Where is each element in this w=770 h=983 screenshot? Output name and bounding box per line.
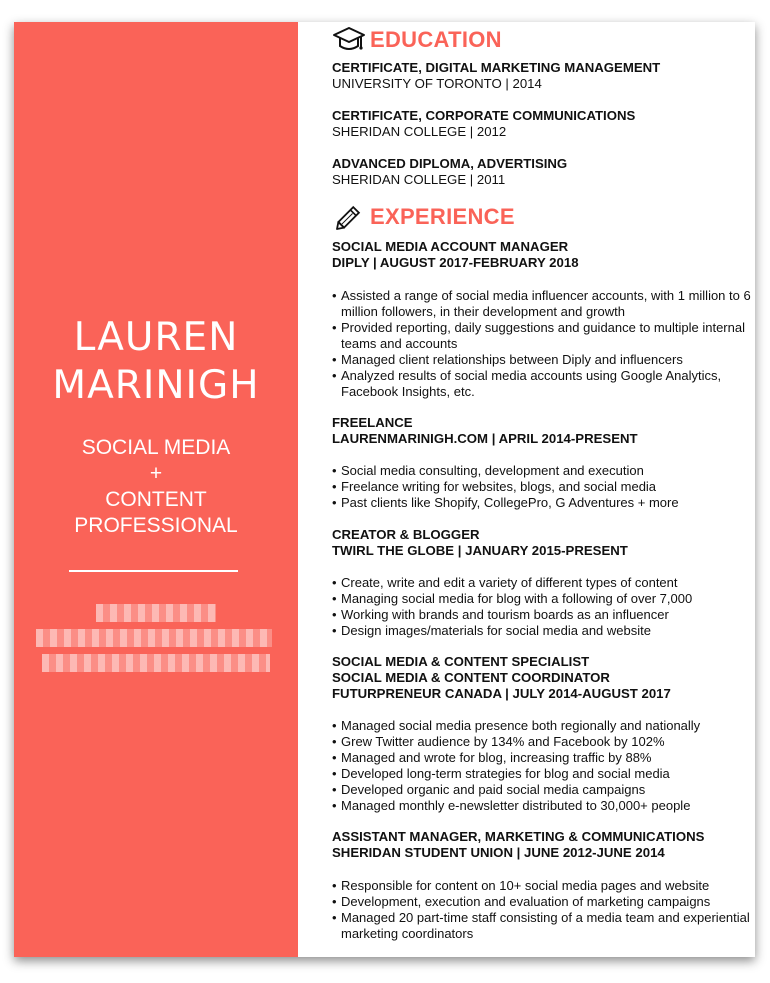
job-employer: TWIRL THE GLOBE | JANUARY 2015-PRESENT <box>332 543 628 558</box>
job-bullet: • Managing social media for blog with a following of over 7,000 <box>332 591 752 607</box>
job-bullet: • Managed monthly e-newsletter distributed to 30,000+ people <box>332 798 752 814</box>
tagline-line-2: + <box>149 462 163 485</box>
job-title-secondary: SOCIAL MEDIA & CONTENT COORDINATOR <box>332 670 610 685</box>
tagline <box>14 435 298 539</box>
education-school: SHERIDAN COLLEGE | 2012 <box>332 124 507 139</box>
tagline-line-1: SOCIAL MEDIA <box>81 436 231 459</box>
job-title: FREELANCE <box>332 415 413 430</box>
job-title: SOCIAL MEDIA ACCOUNT MANAGER <box>332 239 569 254</box>
job-title: SOCIAL MEDIA & CONTENT SPECIALIST <box>332 654 590 669</box>
education-header <box>332 25 502 55</box>
name-line-2: MARINIGH <box>52 363 260 408</box>
job-bullet: • Grew Twitter audience by 134% and Facebook by 102% <box>332 734 752 750</box>
job-bullet: • Developed organic and paid social media campaigns <box>332 782 752 798</box>
job-bullet: • Developed long-term strategies for blog and social media <box>332 766 752 782</box>
job-bullet: • Development, execution and evaluation of marketing campaigns <box>332 894 752 910</box>
job-bullets <box>332 575 752 639</box>
education-entry <box>332 156 752 188</box>
job-entry <box>332 527 752 559</box>
job-employer: FUTURPRENEUR CANADA | JULY 2014-AUGUST 2017 <box>332 686 671 701</box>
job-bullets <box>332 288 752 400</box>
job-bullets <box>332 718 752 814</box>
job-bullet: • Managed and wrote for blog, increasing traffic by 88% <box>332 750 752 766</box>
education-degree: CERTIFICATE, CORPORATE COMMUNICATIONS <box>332 108 636 123</box>
education-title: EDUCATION <box>370 27 502 52</box>
job-employer: SHERIDAN STUDENT UNION | JUNE 2012-JUNE 2014 <box>332 845 665 860</box>
job-bullet: • Working with brands and tourism boards as an influencer <box>332 607 752 623</box>
education-entry <box>332 60 752 92</box>
job-employer: DIPLY | AUGUST 2017-FEBRUARY 2018 <box>332 255 579 270</box>
job-bullet: • Assisted a range of social media influencer accounts, with 1 million to 6 million followers, in their development and growth <box>332 288 752 320</box>
job-employer: LAURENMARINIGH.COM | APRIL 2014-PRESENT <box>332 431 638 446</box>
job-entry <box>332 239 752 271</box>
name-line-1: LAUREN <box>73 315 239 360</box>
job-bullet: • Managed client relationships between Diply and influencers <box>332 352 752 368</box>
job-bullet: • Freelance writing for websites, blogs, and social media <box>332 479 752 495</box>
job-bullet: • Past clients like Shopify, CollegePro, G Adventures + more <box>332 495 752 511</box>
job-title: ASSISTANT MANAGER, MARKETING & COMMUNICATIONS <box>332 829 705 844</box>
pencil-icon <box>332 202 366 232</box>
experience-title: EXPERIENCE <box>370 204 515 229</box>
sidebar-divider <box>69 570 238 572</box>
job-bullet: • Social media consulting, development and execution <box>332 463 752 479</box>
experience-header <box>332 202 515 232</box>
job-bullets <box>332 463 752 511</box>
job-title: CREATOR & BLOGGER <box>332 527 480 542</box>
sidebar <box>14 22 298 957</box>
job-bullet: • Design images/materials for social media and website <box>332 623 752 639</box>
education-entry <box>332 108 752 140</box>
job-bullets <box>332 878 752 942</box>
education-degree: CERTIFICATE, DIGITAL MARKETING MANAGEMENT <box>332 60 661 75</box>
job-bullet: • Responsible for content on 10+ social media pages and website <box>332 878 752 894</box>
job-entry <box>332 415 752 447</box>
candidate-name <box>14 314 298 410</box>
graduation-cap-icon <box>332 25 366 55</box>
education-school: UNIVERSITY OF TORONTO | 2014 <box>332 76 542 91</box>
job-entry <box>332 829 752 861</box>
job-entry <box>332 654 752 702</box>
job-bullet: • Analyzed results of social media accounts using Google Analytics, Facebook Insights, etc. <box>332 368 752 400</box>
job-bullet: • Provided reporting, daily suggestions and guidance to multiple internal teams and accounts <box>332 320 752 352</box>
job-bullet: • Managed social media presence both regionally and nationally <box>332 718 752 734</box>
job-bullet: • Create, write and edit a variety of different types of content <box>332 575 752 591</box>
education-school: SHERIDAN COLLEGE | 2011 <box>332 172 506 187</box>
tagline-line-3: CONTENT <box>105 488 207 511</box>
tagline-line-4: PROFESSIONAL <box>74 514 238 537</box>
job-bullet: • Managed 20 part-time staff consisting of a media team and experiential marketing coordinators <box>332 910 752 942</box>
resume-page <box>14 22 755 957</box>
education-degree: ADVANCED DIPLOMA, ADVERTISING <box>332 156 568 171</box>
